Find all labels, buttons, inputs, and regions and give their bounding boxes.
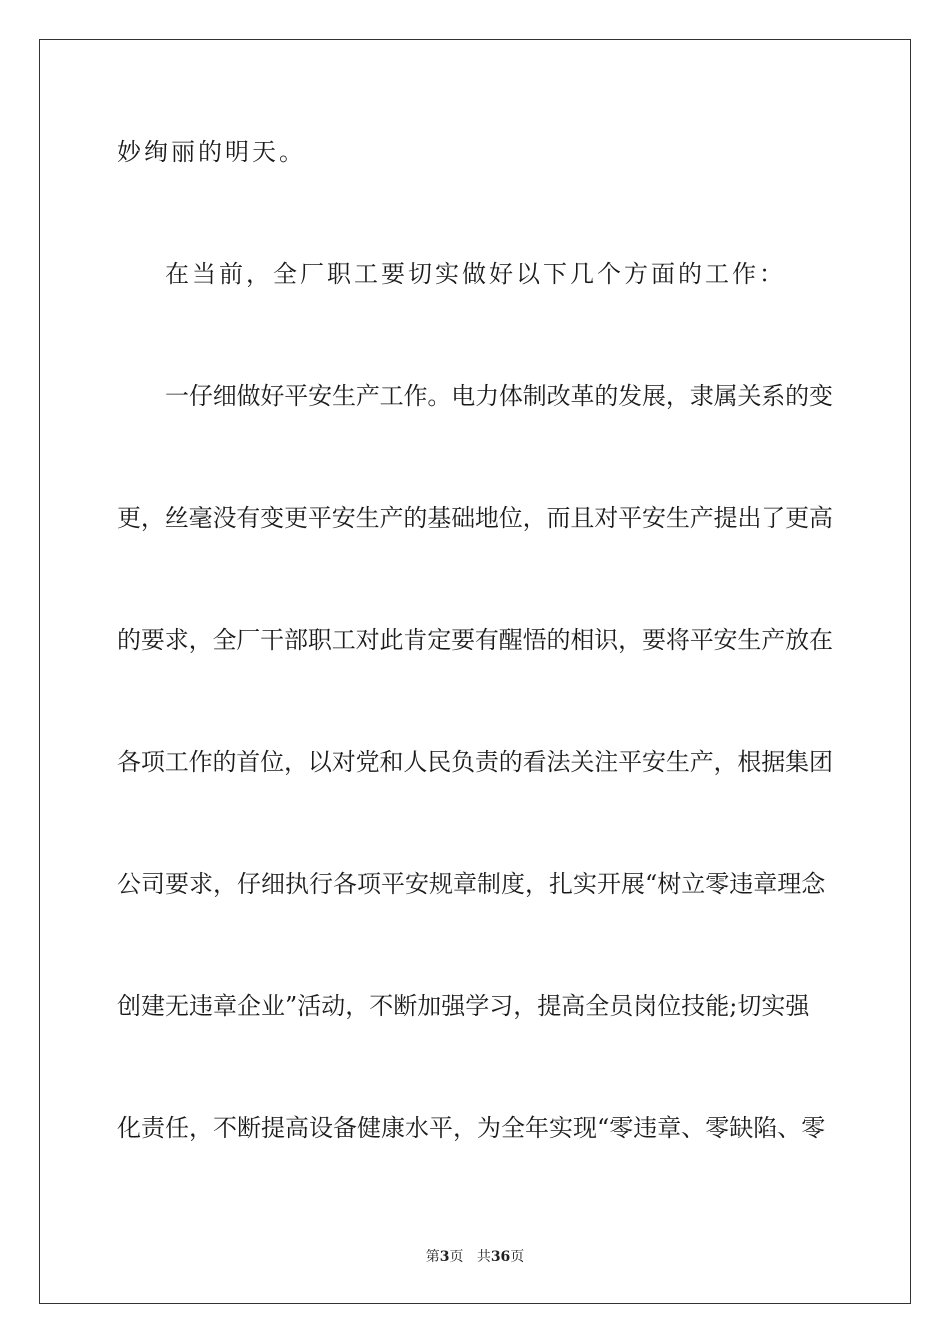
paragraph-line-8: 创建无违章企业”活动，不断加强学习，提高全员岗位技能;切实强 bbox=[117, 992, 810, 1020]
page-footer bbox=[0, 1248, 950, 1266]
footer-total-suffix: 页 bbox=[510, 1249, 525, 1265]
paragraph-line-7: 公司要求，仔细执行各项平安规章制度，扎实开展“树立零违章理念 bbox=[117, 870, 826, 898]
paragraph-line-9: 化责任，不断提高设备健康水平，为全年实现“零违章、零缺陷、零 bbox=[117, 1114, 826, 1142]
paragraph-line-3: 一仔细做好平安生产工作。电力体制改革的发展，隶属关系的变 bbox=[165, 382, 833, 410]
footer-total-pages: 36 bbox=[490, 1249, 511, 1265]
footer-page-number: 3 bbox=[439, 1249, 450, 1265]
paragraph-line-2: 在当前，全厂职工要切实做好以下几个方面的工作： bbox=[165, 260, 786, 288]
paragraph-line-5: 的要求，全厂干部职工对此肯定要有醒悟的相识，要将平安生产放在 bbox=[117, 626, 833, 654]
footer-page-prefix: 第 bbox=[425, 1249, 440, 1265]
paragraph-line-4: 更，丝毫没有变更平安生产的基础地位，而且对平安生产提出了更高 bbox=[117, 504, 833, 532]
footer-total-prefix: 共 bbox=[476, 1249, 491, 1265]
footer-page-suffix: 页 bbox=[449, 1249, 464, 1265]
paragraph-line-1: 妙绚丽的明天。 bbox=[117, 138, 306, 166]
paragraph-line-6: 各项工作的首位，以对党和人民负责的看法关注平安生产，根据集团 bbox=[117, 748, 833, 776]
